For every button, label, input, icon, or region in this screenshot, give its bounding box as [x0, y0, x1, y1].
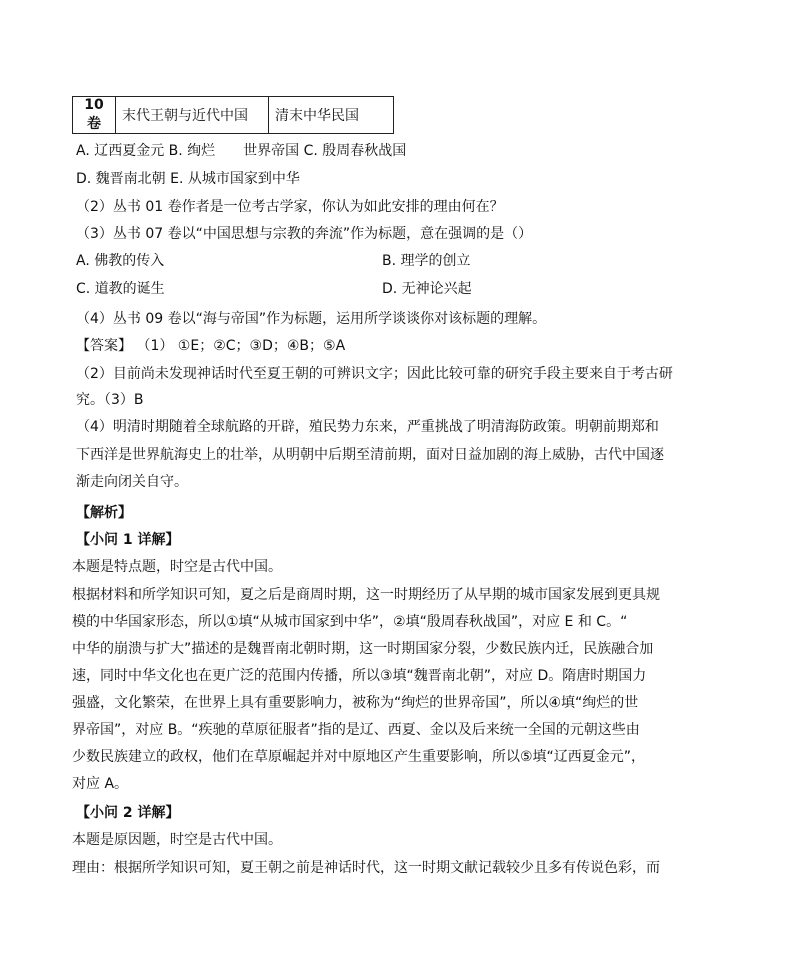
period-cell: 清末中华民国 [269, 97, 394, 134]
q1-options-line-1: A. 辽西夏金元 B. 绚烂 世界帝国 C. 殷周春秋战国 [76, 143, 407, 159]
analysis-p2-line: 对应 A。 [72, 776, 129, 792]
q1-options-line-2: D. 魏晋南北朝 E. 从城市国家到中华 [76, 171, 300, 187]
analysis-p2-line: 少数民族建立的政权，他们在草原崛起并对中原地区产生重要影响，所以⑤填“辽西夏金元”， [72, 749, 646, 765]
answer-line-1: 【答案】 （1） ①E；②C；③D；④B；⑤A [76, 338, 346, 354]
analysis-p2-line: 模的中华国家形态，所以①填“从城市国家到中华”，②填“殷周春秋战国”，对应 E 和 C。“ [72, 614, 628, 630]
q3-option-b: B. 理学的创立 [382, 253, 471, 269]
q3-option-a: A. 佛教的传入 [76, 253, 165, 269]
analysis-paragraph-4: 理由：根据所学知识可知，夏王朝之前是神话时代，这一时期文献记载较少且多有传说色彩，而 [72, 860, 660, 876]
answer-line-2: （2）目前尚未发现神话时代至夏王朝的可辨识文字；因此比较可靠的研究手段主要来自于考古研 [76, 366, 673, 382]
question-4: （4）丛书 09 卷以“海与帝国”作为标题，运用所学谈谈你对该标题的理解。 [76, 311, 547, 327]
answer-line-5: 下西洋是世界航海史上的壮举，从明朝中后期至清前期，面对日益加剧的海上威胁，古代中国逐 [76, 447, 664, 463]
analysis-paragraph-3: 本题是原因题，时空是古代中国。 [72, 832, 282, 848]
subquestion-1-heading: 【小问 1 详解】 [76, 532, 180, 548]
analysis-p2-line: 强盛，文化繁荣，在世界上具有重要影响力，被称为“绚烂的世界帝国”，所以④填“绚烂的世 [72, 695, 639, 711]
answer-line-3: 究。（3）B [76, 392, 144, 408]
subquestion-2-heading: 【小问 2 详解】 [76, 805, 180, 821]
analysis-paragraph-1: 本题是特点题，时空是古代中国。 [72, 559, 282, 575]
analysis-p2-line: 界帝国”，对应 B。“疾驰的草原征服者”指的是辽、西夏、金以及后来统一全国的元朝这些由 [72, 722, 640, 738]
analysis-p2-line: 根据材料和所学知识可知，夏之后是商周时期，这一时期经历了从早期的城市国家发展到更具规 [72, 587, 660, 603]
answer-line-6: 渐走向闭关自守。 [76, 474, 188, 490]
analysis-p2-line: 中华的崩溃与扩大”描述的是魏晋南北朝时期，这一时期国家分裂，少数民族内迁，民族融合加 [72, 641, 654, 657]
answer-line-4: （4）明清时期随着全球航路的开辟，殖民势力东来，严重挑战了明清海防政策。明朝前期郑和 [76, 419, 659, 435]
analysis-p2-line: 速，同时中华文化也在更广泛的范围内传播，所以③填“魏晋南北朝”，对应 D。隋唐时期国力 [72, 668, 647, 684]
volume-cell: 10卷 [73, 97, 116, 134]
analysis-heading: 【解析】 [76, 505, 132, 521]
q3-option-d: D. 无神论兴起 [382, 281, 472, 297]
title-cell: 末代王朝与近代中国 [116, 97, 269, 134]
q3-option-c: C. 道教的诞生 [76, 281, 165, 297]
book-series-table [72, 96, 394, 134]
question-3: （3）丛书 07 卷以“中国思想与宗教的奔流”作为标题，意在强调的是（） [76, 226, 533, 242]
question-2: （2）丛书 01 卷作者是一位考古学家，你认为如此安排的理由何在？ [76, 199, 504, 215]
table-row [73, 97, 394, 134]
